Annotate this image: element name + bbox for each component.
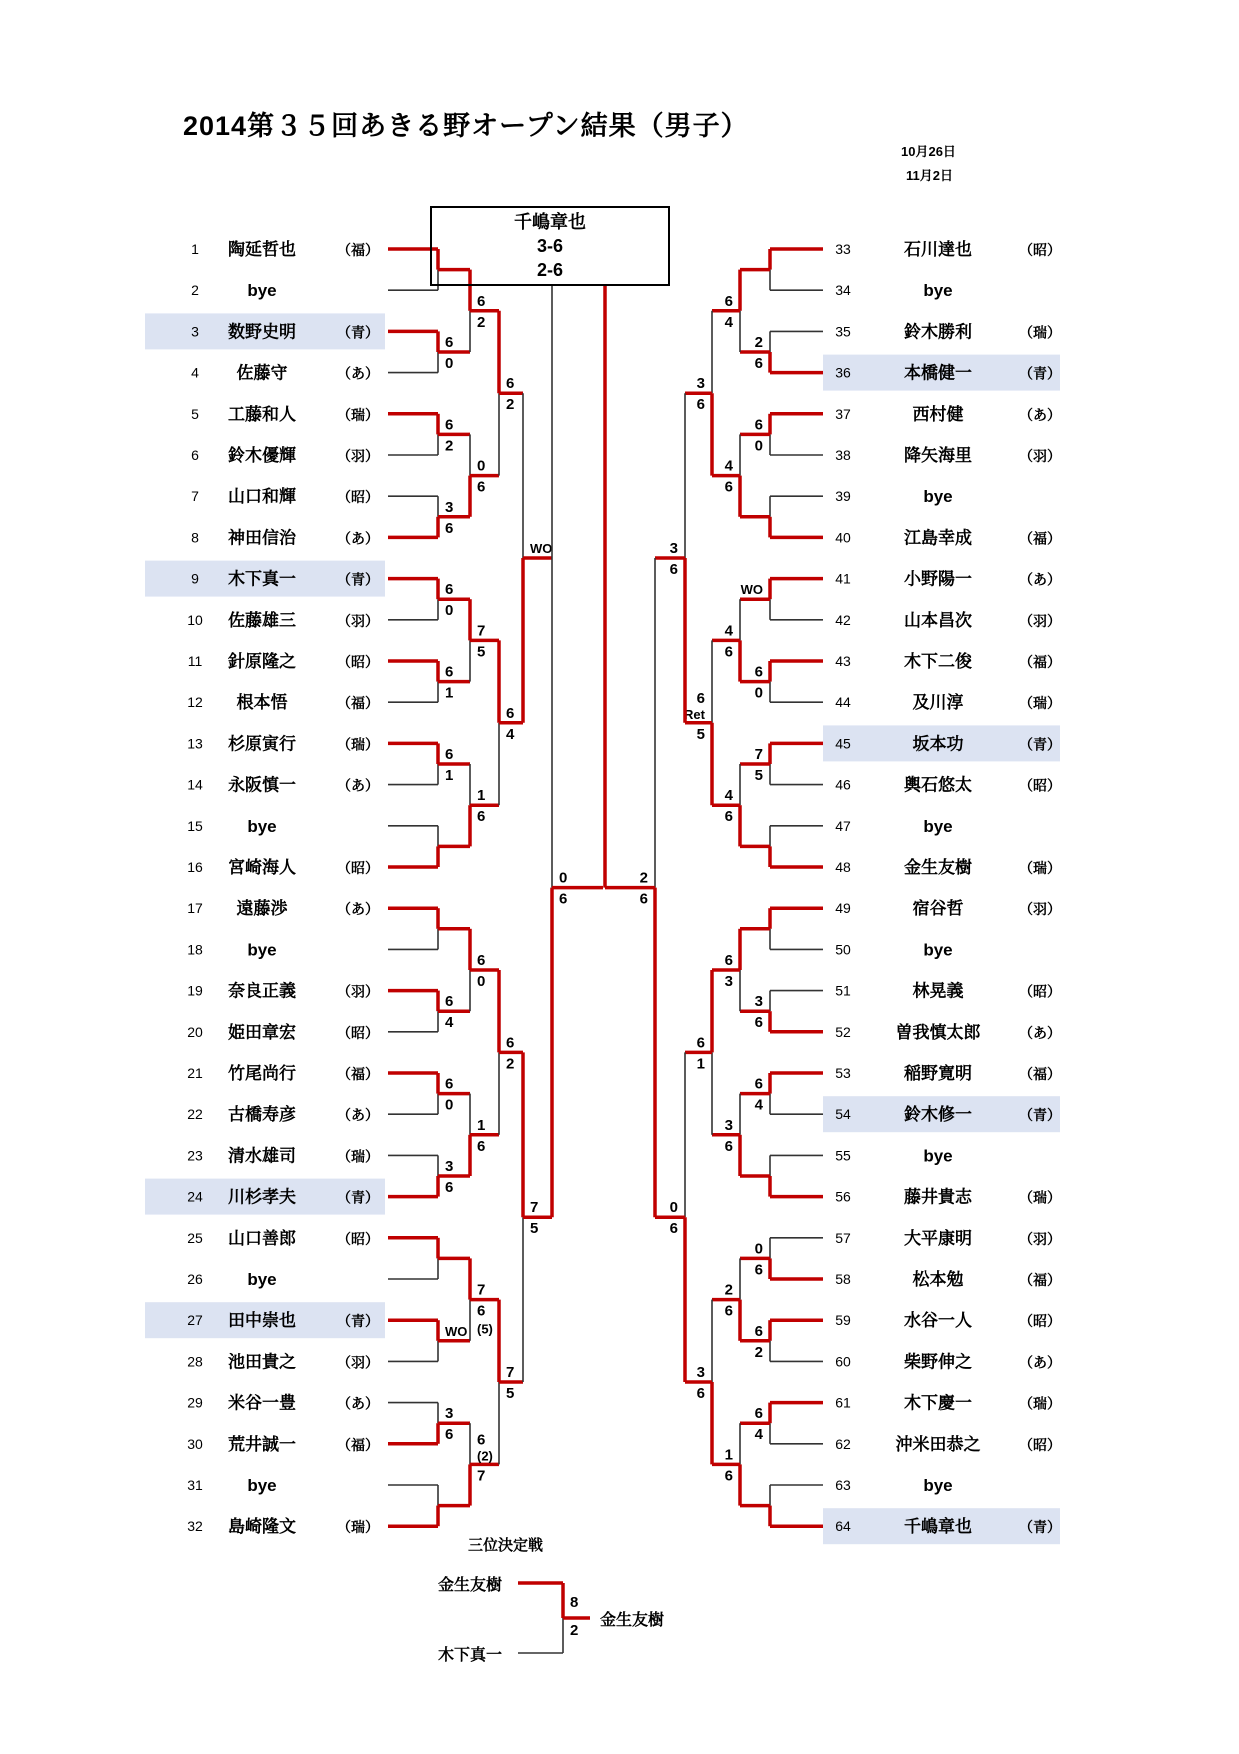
score-bottom: 5 [696, 725, 705, 743]
player-number: 23 [187, 1147, 203, 1164]
player-number: 60 [835, 1353, 851, 1370]
score-annotation: WO [740, 582, 763, 598]
score-top-extra: (2) [477, 1448, 493, 1464]
player-club: （青） [337, 1313, 379, 1330]
score-bottom: 5 [754, 767, 763, 784]
score-top: 7 [477, 1281, 486, 1299]
score-top: 6 [445, 993, 454, 1011]
player-club: （羽） [337, 983, 379, 1000]
player-number: 6 [191, 447, 199, 463]
score-top: 6 [754, 416, 763, 434]
third-place-bottom-score: 2 [570, 1622, 579, 1639]
player-name: 島崎隆文 [228, 1517, 296, 1537]
player-club: （瑞） [337, 736, 379, 753]
score-bottom: 2 [477, 313, 486, 331]
player-name: 山口和輝 [228, 487, 296, 507]
player-number: 8 [191, 529, 199, 546]
player-number: 25 [187, 1229, 203, 1246]
player-number: 22 [187, 1106, 203, 1123]
player-number: 45 [835, 735, 851, 752]
player-number: 19 [187, 982, 203, 999]
player-club: （福） [337, 1066, 379, 1082]
score-bottom: 6 [445, 1426, 454, 1444]
champion-name: 千嶋章也 [514, 212, 586, 232]
player-number: 9 [191, 570, 199, 587]
player-name: bye [923, 1146, 953, 1166]
player-number: 39 [835, 488, 851, 505]
score-top: 7 [754, 746, 763, 763]
player-club: （羽） [1019, 448, 1061, 464]
player-number: 4 [191, 364, 199, 381]
player-club: （福） [337, 695, 379, 712]
player-club: （あ） [1019, 571, 1061, 588]
player-name: 小野陽一 [904, 569, 972, 589]
third-place-winner: 金生友樹 [600, 1612, 665, 1629]
player-name: 西村健 [912, 404, 964, 424]
player-name: 宮崎海人 [228, 858, 296, 877]
page-title: 2014第３５回あきる野オープン結果（男子） [183, 111, 749, 141]
player-name: 木下二俊 [904, 652, 972, 671]
player-name: 山本昌次 [904, 610, 972, 630]
player-club: （昭） [1019, 1436, 1061, 1453]
player-name: 工藤和人 [228, 404, 296, 424]
player-number: 64 [835, 1518, 851, 1535]
score-top: 2 [639, 869, 648, 887]
player-name: 大平康明 [904, 1228, 972, 1248]
player-number: 52 [835, 1023, 851, 1040]
player-name: 陶延哲也 [228, 240, 296, 259]
score-top: 6 [754, 663, 763, 681]
player-club: （あ） [337, 901, 379, 918]
player-club: （福） [1019, 1066, 1061, 1082]
player-name: 千嶋章也 [904, 1517, 972, 1537]
player-name: 鈴木勝利 [904, 322, 972, 342]
player-club: （あ） [337, 530, 379, 547]
score-bottom: 5 [506, 1385, 515, 1402]
player-name: 奈良正義 [228, 981, 296, 1001]
player-name: 江島幸成 [904, 528, 972, 548]
score-top: 6 [477, 1431, 486, 1449]
player-name: 竹尾尚行 [228, 1064, 296, 1083]
player-name: 池田貴之 [228, 1352, 296, 1372]
score-bottom: 4 [445, 1014, 454, 1032]
player-club: （昭） [337, 654, 379, 670]
third-place-bottom-name: 木下真一 [437, 1647, 502, 1664]
score-top: 6 [696, 1034, 705, 1052]
player-club: （福） [337, 242, 379, 258]
player-number: 16 [187, 859, 203, 875]
player-name: 柴野伸之 [904, 1352, 972, 1372]
player-name: 清水雄司 [228, 1146, 296, 1166]
player-number: 3 [191, 323, 199, 340]
score-bottom: 6 [696, 1385, 705, 1402]
player-club: （青） [1019, 1107, 1061, 1124]
player-number: 55 [835, 1147, 851, 1164]
score-bottom: 4 [724, 313, 733, 331]
player-number: 29 [187, 1394, 203, 1411]
score-top: 3 [696, 375, 705, 393]
player-name: 石川達也 [904, 240, 972, 259]
player-club: （羽） [1019, 1230, 1061, 1247]
score-bottom: 0 [754, 437, 763, 455]
player-name: 宿谷哲 [912, 899, 964, 919]
score-top: 4 [724, 622, 733, 640]
player-club: （瑞） [1019, 695, 1061, 712]
player-name: 杉原寅行 [228, 734, 296, 754]
player-name: 姫田章宏 [228, 1022, 296, 1042]
score-bottom: 6 [724, 808, 733, 826]
player-club: （福） [1019, 1272, 1061, 1288]
score-top: 6 [754, 1405, 763, 1423]
player-number: 11 [187, 653, 203, 669]
player-number: 48 [835, 859, 851, 875]
score-bottom: 6 [724, 643, 733, 661]
score-top: 3 [754, 993, 763, 1011]
player-name: 及川淳 [912, 693, 964, 713]
player-number: 38 [835, 447, 851, 463]
score-top: 3 [696, 1364, 705, 1381]
score-top: 6 [445, 416, 454, 434]
score-bottom: 3 [724, 973, 733, 990]
player-club: （青） [1019, 1519, 1061, 1536]
player-number: 20 [187, 1023, 203, 1040]
player-number: 61 [835, 1394, 851, 1411]
player-name: 米谷一豊 [228, 1393, 296, 1413]
score-bottom: 5 [530, 1220, 539, 1238]
player-number: 50 [835, 941, 851, 958]
player-number: 24 [187, 1188, 203, 1205]
player-club: （福） [337, 1436, 379, 1453]
player-club: （昭） [1019, 777, 1061, 794]
champion-box [430, 206, 670, 286]
player-name: bye [923, 281, 953, 301]
player-number: 51 [835, 982, 851, 999]
player-name: 針原隆之 [228, 652, 296, 671]
player-name: 木下真一 [228, 569, 296, 589]
player-club: （昭） [337, 1024, 379, 1041]
player-name: bye [247, 816, 277, 836]
player-club: （昭） [1019, 983, 1061, 1000]
player-club: （昭） [1019, 1313, 1061, 1330]
player-number: 46 [835, 776, 851, 793]
player-club: （青） [1019, 736, 1061, 753]
score-bottom: 7 [477, 1467, 486, 1485]
player-club: （青） [337, 1189, 379, 1206]
player-club: （福） [1019, 654, 1061, 670]
player-club: （あ） [337, 1395, 379, 1412]
player-number: 62 [835, 1435, 851, 1452]
score-top: 1 [477, 1116, 486, 1134]
player-number: 12 [187, 694, 203, 711]
player-name: 永阪慎一 [228, 775, 296, 795]
score-top: 0 [754, 1240, 763, 1258]
score-bottom: 6 [696, 396, 705, 414]
date-line-1: 10月26日 [901, 144, 956, 159]
score-bottom: 0 [445, 1096, 454, 1114]
score-bottom: 2 [506, 1055, 515, 1073]
score-bottom: 6 [559, 890, 568, 908]
player-club: （青） [337, 571, 379, 588]
player-number: 41 [835, 570, 851, 587]
final-set2-score: 2-6 [536, 260, 563, 280]
score-bottom: 6 [477, 808, 486, 826]
score-bottom: 6 [477, 478, 486, 496]
score-bottom: 6 [669, 1220, 678, 1238]
score-top: 1 [724, 1446, 733, 1464]
score-top: 0 [477, 457, 486, 475]
player-name: 松本勉 [912, 1270, 964, 1289]
score-top: 6 [696, 689, 705, 707]
score-bottom: 0 [477, 973, 486, 990]
player-club: （羽） [337, 612, 379, 629]
score-annotation: WO [530, 541, 553, 556]
score-top: 7 [506, 1364, 515, 1381]
score-annotation: WO [445, 1323, 468, 1339]
player-name: 古橋寿彦 [228, 1105, 296, 1125]
player-club: （羽） [337, 448, 379, 464]
score-bottom: 6 [639, 890, 648, 908]
score-bottom: 4 [754, 1426, 763, 1444]
score-bottom: 6 [754, 355, 763, 372]
score-bottom: 5 [477, 643, 486, 661]
player-number: 56 [835, 1188, 851, 1205]
player-number: 40 [835, 529, 851, 546]
date-line-2: 11月2日 [906, 168, 953, 183]
player-club: （あ） [337, 365, 379, 382]
score-bottom: 6 [724, 1137, 733, 1155]
score-bottom: 6 [445, 1179, 454, 1196]
player-number: 17 [187, 900, 203, 917]
player-name: 荒井誠一 [228, 1434, 296, 1454]
player-club: （福） [1019, 530, 1061, 547]
player-club: （昭） [337, 489, 379, 506]
score-top: 6 [477, 952, 486, 969]
player-club: （羽） [1019, 901, 1061, 918]
player-name: bye [923, 1476, 953, 1495]
score-top: 6 [445, 334, 454, 351]
score-top: 6 [724, 952, 733, 969]
player-name: bye [923, 816, 953, 836]
player-number: 42 [835, 611, 851, 628]
player-number: 53 [835, 1065, 851, 1081]
score-top: 6 [445, 581, 454, 599]
player-club: （瑞） [337, 406, 379, 423]
player-number: 27 [187, 1312, 203, 1329]
score-top: 6 [754, 1322, 763, 1340]
player-name: 沖米田恭之 [895, 1434, 981, 1454]
third-place-label: 三位決定戦 [468, 1537, 544, 1554]
score-bottom: 4 [754, 1096, 763, 1114]
score-top: 3 [724, 1116, 733, 1134]
player-name: 金生友樹 [904, 858, 972, 877]
score-bottom: 1 [445, 684, 454, 702]
score-top-extra: Ret [684, 706, 705, 722]
score-bottom: 0 [754, 684, 763, 702]
player-name: 輿石悠太 [904, 775, 972, 795]
score-bottom: 6 [477, 1137, 486, 1155]
player-number: 18 [187, 941, 203, 958]
player-number: 32 [187, 1518, 203, 1535]
score-top: 3 [445, 1405, 454, 1423]
player-number: 14 [187, 776, 203, 793]
player-club: （瑞） [1019, 324, 1061, 341]
player-club: （あ） [337, 1107, 379, 1124]
player-number: 15 [187, 817, 203, 834]
player-name: bye [247, 1476, 277, 1495]
player-number: 43 [835, 653, 851, 669]
score-top: 4 [724, 457, 733, 475]
score-bottom: 6 [724, 1302, 733, 1320]
score-top: 6 [445, 1075, 454, 1093]
player-name: 林晃義 [912, 981, 964, 1001]
score-top: 1 [477, 787, 486, 805]
player-number: 36 [835, 364, 851, 381]
player-number: 37 [835, 405, 851, 422]
score-top: 6 [477, 292, 486, 310]
score-top: 6 [506, 1034, 515, 1052]
score-top: 6 [445, 746, 454, 763]
player-number: 30 [187, 1435, 203, 1452]
player-name: 木下慶一 [904, 1393, 972, 1413]
player-number: 35 [835, 323, 851, 340]
score-top: 6 [754, 1075, 763, 1093]
player-name: 本橋健一 [904, 363, 972, 383]
player-number: 59 [835, 1312, 851, 1329]
player-name: 佐藤雄三 [228, 610, 296, 630]
player-number: 57 [835, 1229, 851, 1246]
score-bottom: 4 [506, 725, 515, 743]
score-bottom: 6 [754, 1261, 763, 1279]
player-number: 1 [191, 241, 199, 257]
player-name: 佐藤守 [236, 363, 288, 383]
player-number: 54 [835, 1106, 851, 1123]
third-place-top-name: 金生友樹 [437, 1577, 502, 1594]
player-name: bye [247, 281, 277, 301]
player-name: 田中崇也 [228, 1311, 296, 1331]
score-bottom: 2 [506, 396, 515, 414]
player-number: 58 [835, 1271, 851, 1287]
player-name: 鈴木修一 [904, 1105, 972, 1125]
player-club: （あ） [1019, 1354, 1061, 1371]
player-club: （昭） [1019, 242, 1061, 258]
score-bottom: 6 [754, 1014, 763, 1032]
player-club: （瑞） [337, 1148, 379, 1165]
player-name: 鈴木優輝 [228, 446, 296, 465]
score-top: 3 [445, 1158, 454, 1175]
score-top: 6 [724, 292, 733, 310]
player-name: 藤井貴志 [904, 1187, 972, 1207]
score-bottom-extra: (5) [477, 1321, 493, 1337]
player-club: （あ） [337, 777, 379, 794]
player-number: 10 [187, 611, 203, 628]
score-bottom: 0 [445, 602, 454, 620]
player-club: （羽） [1019, 612, 1061, 629]
player-name: 山口善郎 [228, 1228, 296, 1248]
score-bottom: 2 [754, 1343, 763, 1361]
score-top: 2 [754, 334, 763, 351]
player-number: 49 [835, 900, 851, 917]
player-name: bye [247, 1270, 277, 1289]
player-club: （瑞） [337, 1519, 379, 1536]
final-set1-score: 3-6 [536, 236, 563, 256]
player-club: （青） [1019, 365, 1061, 382]
score-top: 3 [445, 498, 454, 516]
score-bottom: 0 [445, 355, 454, 372]
score-top: 6 [506, 704, 515, 722]
score-top: 6 [445, 663, 454, 681]
player-name: 曽我慎太郎 [895, 1022, 981, 1042]
player-name: 降矢海里 [904, 446, 972, 465]
player-number: 31 [187, 1477, 203, 1493]
score-top: 2 [724, 1281, 733, 1299]
score-top: 4 [724, 787, 733, 805]
third-place-top-score: 8 [570, 1594, 579, 1611]
score-bottom: 6 [724, 478, 733, 496]
player-name: 数野史明 [228, 322, 296, 342]
player-number: 63 [835, 1477, 851, 1493]
player-name: bye [923, 487, 953, 507]
score-bottom: 6 [445, 519, 454, 537]
player-club: （瑞） [1019, 1395, 1061, 1412]
score-top: 3 [669, 540, 678, 557]
player-number: 21 [187, 1065, 203, 1081]
score-top: 6 [506, 375, 515, 393]
score-bottom: 6 [477, 1302, 486, 1320]
score-bottom: 6 [669, 561, 678, 578]
player-club: （羽） [337, 1354, 379, 1371]
player-name: 坂本功 [912, 734, 964, 754]
player-club: （昭） [337, 860, 379, 876]
score-bottom: 6 [724, 1467, 733, 1485]
player-number: 26 [187, 1271, 203, 1287]
score-bottom: 1 [445, 767, 454, 784]
player-number: 47 [835, 817, 851, 834]
score-top: 7 [530, 1199, 539, 1217]
player-club: （青） [337, 324, 379, 341]
score-top: 0 [559, 869, 568, 887]
player-club: （瑞） [1019, 1189, 1061, 1206]
player-name: bye [247, 940, 277, 960]
score-top: 0 [669, 1199, 678, 1217]
player-number: 13 [187, 735, 203, 752]
player-number: 7 [191, 488, 199, 505]
player-club: （あ） [1019, 406, 1061, 423]
player-name: bye [923, 940, 953, 960]
player-number: 33 [835, 241, 851, 257]
player-name: 根本悟 [236, 693, 288, 713]
player-club: （あ） [1019, 1024, 1061, 1041]
player-name: 川杉孝夫 [228, 1187, 296, 1207]
player-number: 5 [191, 405, 199, 422]
player-name: 神田信治 [228, 528, 296, 548]
player-number: 28 [187, 1353, 203, 1370]
player-number: 44 [835, 694, 851, 711]
player-number: 34 [835, 282, 851, 299]
player-name: 稲野寛明 [904, 1064, 972, 1083]
player-name: 遠藤渉 [236, 899, 288, 919]
score-bottom: 2 [445, 437, 454, 455]
score-bottom: 1 [696, 1055, 705, 1073]
player-name: 水谷一人 [904, 1311, 972, 1331]
player-club: （昭） [337, 1230, 379, 1247]
score-top: 7 [477, 622, 486, 640]
player-number: 2 [191, 282, 199, 299]
player-club: （瑞） [1019, 860, 1061, 876]
